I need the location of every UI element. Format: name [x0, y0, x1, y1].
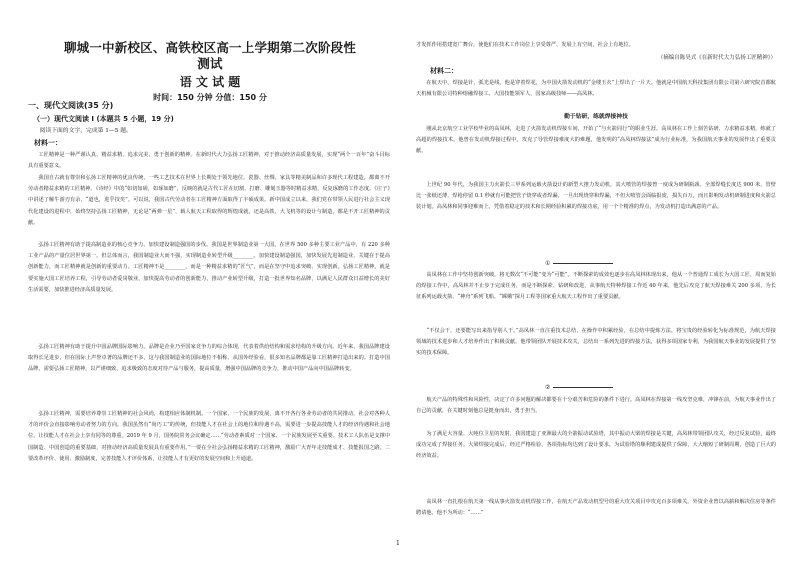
instruction: 阅读下面的文字，完成第 1—5 题。 — [39, 128, 132, 134]
right-paragraph-8: 高凤林一直扎根在航天第一线从事火箭发动机焊接工作，在航天产品发动机型号的重大攻关项目中攻克百多项难关。外资企业曾以高薪和解决住房等条件聘请他，他不为所动：“……” — [416, 499, 776, 517]
paragraph-3: 弘扬工匠精神有助于提高制造业的核心竞争力、加快建设制造强国的步伐。我国是世界制造业第一大国，在世界 500 多种主要工业产品中，有 220 多种工业产品的产量位居世界第一。但总体而言，我国制造业大而不强，实现制造业转型升级________。加快建设制造强国，加快发展先进制造业，关键在于提高创新能力，而工匠精神就是创新的重要动力。工匠精神不是________，而是一种精益求精的“匠气”，而是在坚守中追求突破、实现创新。弘扬工匠精神，就是要实施大国工匠培养工程，引导劳动者爱岗敬业，加快提高劳动者的创新能力，推动产业转型升级，打造一批世界知名品牌，以满足人民群众日益增长的美好生活需要，加快推进经济高质量发展。 — [28, 242, 390, 293]
marker-number: ② — [545, 384, 551, 391]
material1-label: 材料一： — [34, 139, 62, 147]
section-heading: 一、现代文阅读(35 分) — [28, 101, 114, 110]
section-marker-1 — [545, 259, 665, 269]
blank-line — [553, 263, 613, 264]
blank-line — [553, 387, 613, 388]
right-paragraph-3: 上世纪 90 年代，为我国主力火箭长三甲系列运载火箭设计的新型大推力发动机，其大喷管的焊接曾一度成为研制瓶颈。全部焊缝长度达 900 米，管壁比一张纸还薄，焊枪停留 0.1 秒就有可能把管子烧穿或者焊漏，一旦出现烧穿和焊漏，不但大喷管会面临报废，损失百万，而且影响发动机研制进度和火箭总装计划。高凤林和同事迎难而上，凭借着稳定的技术和长期经验积累的焊接功底，用一个个精准的焊点，为发动机打造出满意的产品。 — [416, 182, 776, 211]
marker-number: ① — [545, 260, 551, 267]
paragraph-5: 弘扬工匠精神，需要培养尊崇工匠精神的社会风尚，构建相应体制机制。一个国家、一个民族的发展，离不开各行各业劳动者的共同推动。社会对各种人才的评价会直接影响劳动者努力的方向。我国虽然有“尚巧工”的传统，但技能人才在社会上的地位和待遇不高，需要进一步提高技能人才的经济待遇和社会地位，让技能人才在社会上享有同等的尊重。2019 年 9 月，国务院常务会议确定……“劳动者素质对一个国家、一个民族发展至关重要。技术工人队伍是支撑中国制造、中国创造的重要基础，对推动经济高质量发展具有重要作用。”一要在全社会弘扬精益求精的工匠精神，激励广大青年走技能成才、技能报国之路。二要改革评价、使用、激励制度，完善技能人才评价体系，让技能人才有更好的发展空间和上升通道。 — [28, 411, 390, 462]
source-citation: （摘编自陈昊式《在新时代大力弘扬工匠精神》） — [657, 55, 776, 61]
paragraph-1: 工匠精神是一种严谨认真、精益求精、追求完美、勇于创新的精神。在新时代大力弘扬工匠精神，对于推动经济高质量发展，实现“两个一百年”奋斗目标具有重要意义。 — [28, 152, 390, 170]
subheading-1: 勤于钻研，练就焊接神技 — [564, 114, 628, 120]
right-paragraph-7: 为了满足大容量、大吨位卫星的发射，我国建造了亚洲最大的全箭振动试验塔，其中振动大梁的焊接是关键，高凤林带领团队攻关，经过反复试验，最终成功完成了焊接任务。大梁焊接完成后，经过严格检验，各项指标均达到了设计要求，为试验塔的顺利建成提供了保障，大大缩短了研制周期，创造了巨大的经济效益。 — [416, 431, 776, 460]
right-paragraph-6: 航天产品的特殊性和风险性，决定了许多问题的解决都要在十分艰苦和危险的条件下进行。高凤林在焊接第一线攻坚克难，冲锋在前，为航天事业作出了自己的贡献，在关键时刻他总是挺身而出，勇于担当。 — [416, 397, 776, 415]
paragraph-2: 我国自古就有尊崇和弘扬工匠精神的优良传统，一些工艺技术在世界上长期处于领先地位。瓷器、丝绸、家具等精美制品和许多现代工程建造，都离不开劳动者精益求精的工匠精神。《诗经》中的“如切如磋，如琢如磨”，反映的就是古代工匠在切割、打磨、雕刻玉器等时精益求精、反复琢磨的工作态度。《庄子》中讲述了解牛游刃有余，“道也，进乎技矣”。可以说，我国古代劳动者在工匠精神方面取得了丰硕成果。新中国成立以来，我们党在带领人民进行社会主义现代化建设的进程中，始终坚持弘扬工匠精神，无论是“两弹一星”、载人航天工程取得的辉煌成就，还是高铁、大飞机等的设计与制造，都是不开工匠精神的贡献。 — [28, 175, 390, 226]
section-marker-2 — [545, 383, 665, 393]
sub-heading: （一）现代文阅读 I (本题共 5 小题，19 分) — [33, 115, 174, 123]
right-paragraph-4: 高凤林在工作中坚持创新突破，将无数次“不可能”变为“可能”。不断探索的成效也逐步在高凤林体现出来，他从一个普通焊工成长为大国工匠，周而复始的焊接工作中，高凤林并不止步于完成任务，而是不断探索、钻研和改进，从事航天特种焊接工作近 40 年来，他先后攻克了航天焊接难关 200 多项，为长征系列运载火箭、“神舟”系列飞船、“嫦娥”探月工程等国家重大航天工程作出了重要贡献。 — [416, 272, 776, 301]
right-paragraph-2: 刚从北京航空工业学校毕业的高凤林，走进了火箭发动机焊接车间，开始了“与火箭同行”的职业生涯。高凤林在工作上刻苦钻研、力求精益求精，练就了高超的焊接技术。他曾在发动机焊接过程中，攻克了导管焊接难度大的难题，他发明的“高凤林焊接法”成为行业标准，为我国航天事业的发展作出了重要贡献。 — [416, 126, 776, 155]
exam-subtitle: 语 文 试 题 — [179, 75, 241, 89]
exam-meta: 时间：150 分钟 分值：150 分 — [153, 93, 267, 102]
page-number: 1 — [396, 540, 400, 547]
right-paragraph-5: “不仅会干，还要能写出来指导别人干。”高凤林一直注重技术总结，在操作中积累经验，在总结中提炼方法，将宝贵的经验转化为标准规范，为航天焊接领域的技术进步和人才培养作出了积极贡献。他带领团队开展技术攻关，总结出一系列先进的焊接方法，获得多项国家专利，为我国航天事业的发展提供了坚实的技术保障。 — [416, 328, 776, 357]
right-paragraph-1: 在航天中，焊接是针，弧光是线，他是穿着焊花，为中国火箭发动机的“金缕玉衣”上焊出了一片天。他就是中国航天科技集团有限公司第六研究院首都航天机械有限公司特种熔融焊接工、大国技能领军人、国家高级技师——高凤林。 — [416, 80, 776, 98]
paragraph-4: 弘扬工匠精神有助于提升中国品牌国际影响力。品牌是企业乃至国家竞争力的综合体现，代表着供给结构和需求结构的升级方向。近年来，我国品牌建设取得长足进步，但在国际上声誉卓著的品牌还不多，这与我国制造业的国际地位不相称。从国外经验看，很多知名品牌都是靠工匠精神打造出来的。打造中国品牌，需要弘扬工匠精神，以严谨细致、追求极致的态度对待产品与服务，提高质量，增强中国品牌的竞争力，推动中国产品向中国品牌转变。 — [28, 344, 390, 373]
right-top-line: 才发挥作用搭建宽广舞台，使他们在技术工作岗位上享受尊严、发展上有空间，社会上有地位。 — [416, 42, 634, 48]
exam-title-block — [60, 40, 360, 104]
exam-title: 聊城一中新校区、高铁校区高一上学期第二次阶段性测试 — [63, 40, 357, 71]
material2-label: 材料二： — [430, 67, 458, 75]
